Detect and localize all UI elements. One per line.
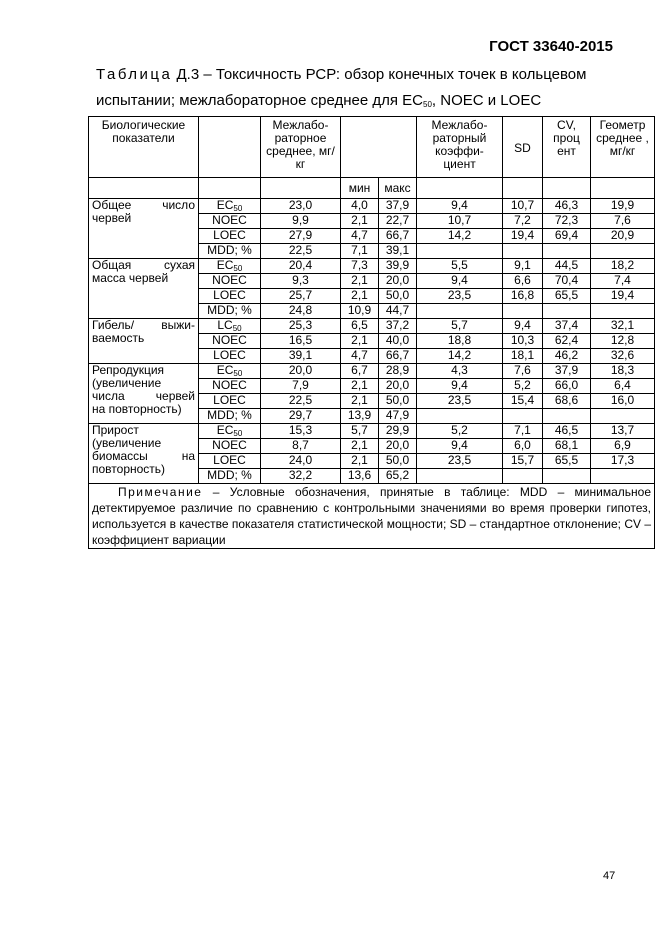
value-sd: 10,7	[503, 199, 543, 214]
value-geo: 6,4	[591, 379, 655, 394]
header-indicator	[199, 117, 261, 178]
value-coef: 23,5	[417, 394, 503, 409]
value-sd: 10,3	[503, 334, 543, 349]
endpoint-name: MDD; %	[207, 468, 252, 482]
value-mean: 20,4	[261, 259, 341, 274]
value-coef: 5,5	[417, 259, 503, 274]
bio-label-line: (увеличение	[92, 436, 162, 450]
value-coef: 4,3	[417, 364, 503, 379]
value-sd	[503, 409, 543, 424]
header-geo: Геометр среднее , мг/кг	[591, 117, 655, 178]
value-geo: 32,6	[591, 349, 655, 364]
value-mean: 22,5	[261, 394, 341, 409]
endpoint-cell	[199, 409, 261, 424]
value-geo: 13,7	[591, 424, 655, 439]
endpoint-name: MDD; %	[207, 243, 252, 257]
value-sd: 18,1	[503, 349, 543, 364]
value-cv: 68,1	[543, 439, 591, 454]
value-sd	[503, 304, 543, 319]
value-max: 50,0	[379, 289, 417, 304]
value-mean: 24,8	[261, 304, 341, 319]
endpoint-name: NOEC	[212, 378, 247, 392]
value-coef: 14,2	[417, 349, 503, 364]
value-coef: 9,4	[417, 439, 503, 454]
value-coef: 10,7	[417, 214, 503, 229]
value-max: 66,7	[379, 349, 417, 364]
endpoint-cell	[199, 244, 261, 259]
value-mean: 25,3	[261, 319, 341, 334]
note-row	[89, 484, 655, 549]
endpoint-name: MDD; %	[207, 303, 252, 317]
value-cv	[543, 244, 591, 259]
note-label: Примечание	[118, 485, 203, 499]
subheader-empty	[591, 178, 655, 199]
endpoint-name: EC	[216, 363, 234, 377]
standard-number: ГОСТ 33640-2015	[489, 38, 613, 55]
value-min: 13,9	[341, 409, 379, 424]
endpoint-name: NOEC	[212, 333, 247, 347]
value-cv: 68,6	[543, 394, 591, 409]
endpoint-cell	[199, 349, 261, 364]
value-geo: 19,4	[591, 289, 655, 304]
bio-indicator-label	[89, 319, 199, 364]
endpoint-name: NOEC	[212, 273, 247, 287]
value-mean: 9,3	[261, 274, 341, 289]
bio-label-line: Общее число	[92, 198, 195, 212]
value-max: 40,0	[379, 334, 417, 349]
bio-label-line: Репродукция	[92, 363, 165, 377]
value-cv: 46,5	[543, 424, 591, 439]
endpoint-cell	[199, 289, 261, 304]
value-mean: 39,1	[261, 349, 341, 364]
caption-text-line2: испытании; межлабораторное среднее для EC	[96, 92, 424, 109]
value-cv	[543, 409, 591, 424]
value-geo: 20,9	[591, 229, 655, 244]
value-coef: 14,2	[417, 229, 503, 244]
value-coef: 18,8	[417, 334, 503, 349]
value-mean: 29,7	[261, 409, 341, 424]
value-geo	[591, 469, 655, 484]
value-mean: 16,5	[261, 334, 341, 349]
endpoint-cell	[199, 364, 261, 379]
toxicity-table	[88, 116, 655, 549]
value-cv: 46,3	[543, 199, 591, 214]
value-coef: 5,7	[417, 319, 503, 334]
value-geo: 7,4	[591, 274, 655, 289]
value-min: 2,1	[341, 379, 379, 394]
header-range	[341, 117, 417, 178]
value-mean: 15,3	[261, 424, 341, 439]
value-min: 4,7	[341, 349, 379, 364]
header-mean: Межлабо-раторное среднее, мг/кг	[261, 117, 341, 178]
endpoint-name: EC	[216, 423, 234, 437]
header-coef: Межлабо-раторный коэффи-циент	[417, 117, 503, 178]
value-cv: 65,5	[543, 289, 591, 304]
bio-label-line: повторность)	[92, 462, 166, 476]
endpoint-cell	[199, 214, 261, 229]
endpoint-name: LC	[217, 318, 233, 332]
endpoint-subscript: 50	[232, 324, 242, 333]
note-text: – Условные обозначения, принятые в таблице: MDD – минимальное детектируемое различие по сравнению с контрольными значениями во время проверки гипотез, используется в качестве показателя статистической мощности; SD – стандартное отклонение; CV – коэффициент вариации	[92, 485, 651, 547]
value-max: 50,0	[379, 394, 417, 409]
value-mean: 32,2	[261, 469, 341, 484]
value-mean: 24,0	[261, 454, 341, 469]
value-coef: 23,5	[417, 289, 503, 304]
endpoint-name: LOEC	[213, 288, 246, 302]
value-max: 66,7	[379, 229, 417, 244]
value-cv: 46,2	[543, 349, 591, 364]
bio-indicator-label	[89, 364, 199, 424]
value-min: 10,9	[341, 304, 379, 319]
value-geo: 17,3	[591, 454, 655, 469]
caption-prefix: Таблица	[96, 66, 173, 83]
value-max: 22,7	[379, 214, 417, 229]
bio-label-line: (увеличение	[92, 376, 162, 390]
bio-label-line: на повторность)	[92, 402, 182, 416]
value-min: 6,5	[341, 319, 379, 334]
subheader-empty	[417, 178, 503, 199]
value-cv: 70,4	[543, 274, 591, 289]
table-row	[89, 364, 655, 379]
value-mean: 8,7	[261, 439, 341, 454]
endpoint-cell	[199, 379, 261, 394]
value-coef	[417, 469, 503, 484]
value-cv	[543, 469, 591, 484]
endpoint-name: EC	[216, 258, 234, 272]
value-max: 47,9	[379, 409, 417, 424]
value-mean: 20,0	[261, 364, 341, 379]
endpoint-cell	[199, 439, 261, 454]
value-sd: 15,7	[503, 454, 543, 469]
endpoint-cell	[199, 304, 261, 319]
value-coef: 23,5	[417, 454, 503, 469]
value-max: 28,9	[379, 364, 417, 379]
endpoint-name: LOEC	[213, 393, 246, 407]
value-mean: 27,9	[261, 229, 341, 244]
value-max: 39,1	[379, 244, 417, 259]
value-max: 20,0	[379, 379, 417, 394]
value-max: 20,0	[379, 439, 417, 454]
value-cv: 69,4	[543, 229, 591, 244]
table-row	[89, 259, 655, 274]
header-min: мин	[341, 178, 379, 199]
value-cv: 65,5	[543, 454, 591, 469]
value-cv: 62,4	[543, 334, 591, 349]
value-min: 2,1	[341, 439, 379, 454]
bio-label-line: Прирост	[92, 423, 139, 437]
endpoint-cell	[199, 274, 261, 289]
value-coef	[417, 244, 503, 259]
value-min: 2,1	[341, 274, 379, 289]
value-max: 50,0	[379, 454, 417, 469]
value-min: 2,1	[341, 289, 379, 304]
caption-subscript: 50	[423, 100, 432, 109]
table-caption	[96, 62, 636, 114]
value-cv: 37,9	[543, 364, 591, 379]
header-bio: Биологические показатели	[89, 117, 199, 178]
value-cv	[543, 304, 591, 319]
subheader-empty	[503, 178, 543, 199]
endpoint-name: EC	[216, 198, 234, 212]
value-min: 6,7	[341, 364, 379, 379]
subheader-empty	[89, 178, 199, 199]
value-geo	[591, 244, 655, 259]
value-min: 5,7	[341, 424, 379, 439]
bio-label-line: биомассы на	[92, 449, 195, 463]
value-coef: 9,4	[417, 199, 503, 214]
value-min: 4,7	[341, 229, 379, 244]
value-geo: 6,9	[591, 439, 655, 454]
value-geo	[591, 409, 655, 424]
subheader-empty	[199, 178, 261, 199]
value-geo: 19,9	[591, 199, 655, 214]
value-geo	[591, 304, 655, 319]
subheader-empty	[543, 178, 591, 199]
value-sd: 15,4	[503, 394, 543, 409]
value-coef: 5,2	[417, 424, 503, 439]
value-min: 4,0	[341, 199, 379, 214]
value-geo: 32,1	[591, 319, 655, 334]
value-geo: 12,8	[591, 334, 655, 349]
value-sd: 16,8	[503, 289, 543, 304]
value-coef: 9,4	[417, 274, 503, 289]
value-min: 13,6	[341, 469, 379, 484]
value-min: 2,1	[341, 214, 379, 229]
endpoint-subscript: 50	[233, 264, 243, 273]
endpoint-cell	[199, 454, 261, 469]
value-cv: 37,4	[543, 319, 591, 334]
table-row	[89, 199, 655, 214]
endpoint-cell	[199, 469, 261, 484]
value-max: 20,0	[379, 274, 417, 289]
value-min: 7,3	[341, 259, 379, 274]
endpoint-name: LOEC	[213, 348, 246, 362]
header-row	[89, 117, 655, 178]
header-max: макс	[379, 178, 417, 199]
value-geo: 18,2	[591, 259, 655, 274]
endpoint-cell	[199, 424, 261, 439]
value-mean: 22,5	[261, 244, 341, 259]
value-max: 29,9	[379, 424, 417, 439]
endpoint-name: LOEC	[213, 228, 246, 242]
table-note	[89, 484, 655, 549]
value-mean: 9,9	[261, 214, 341, 229]
value-coef: 9,4	[417, 379, 503, 394]
endpoint-cell	[199, 229, 261, 244]
caption-text-line2-end: , NOEC и LOEC	[431, 92, 542, 109]
bio-label-line: ваемость	[92, 331, 145, 345]
page-number: 47	[603, 870, 616, 882]
value-mean: 25,7	[261, 289, 341, 304]
value-min: 7,1	[341, 244, 379, 259]
value-sd	[503, 244, 543, 259]
bio-indicator-label	[89, 424, 199, 484]
header-sd: SD	[503, 117, 543, 178]
bio-label-line: числа червей	[92, 389, 195, 403]
value-geo: 7,6	[591, 214, 655, 229]
value-sd	[503, 469, 543, 484]
value-sd: 6,0	[503, 439, 543, 454]
value-max: 39,9	[379, 259, 417, 274]
bio-indicator-label	[89, 199, 199, 259]
value-max: 37,9	[379, 199, 417, 214]
endpoint-subscript: 50	[233, 204, 243, 213]
value-max: 44,7	[379, 304, 417, 319]
value-sd: 7,2	[503, 214, 543, 229]
value-cv: 72,3	[543, 214, 591, 229]
value-geo: 18,3	[591, 364, 655, 379]
value-mean: 23,0	[261, 199, 341, 214]
endpoint-cell	[199, 319, 261, 334]
value-min: 2,1	[341, 334, 379, 349]
endpoint-subscript: 50	[233, 369, 243, 378]
value-max: 65,2	[379, 469, 417, 484]
value-cv: 44,5	[543, 259, 591, 274]
bio-label-line: Общая сухая	[92, 258, 195, 272]
value-coef	[417, 409, 503, 424]
bio-label-line: червей	[92, 211, 132, 225]
value-sd: 9,4	[503, 319, 543, 334]
bio-indicator-label	[89, 259, 199, 319]
value-sd: 19,4	[503, 229, 543, 244]
header-cv: CV, проц ент	[543, 117, 591, 178]
table-row	[89, 424, 655, 439]
bio-label-line: масса червей	[92, 271, 169, 285]
endpoint-name: NOEC	[212, 438, 247, 452]
table-row	[89, 319, 655, 334]
endpoint-cell	[199, 394, 261, 409]
subheader-row	[89, 178, 655, 199]
subheader-empty	[261, 178, 341, 199]
value-min: 2,1	[341, 394, 379, 409]
value-cv: 66,0	[543, 379, 591, 394]
endpoint-cell	[199, 334, 261, 349]
endpoint-name: MDD; %	[207, 408, 252, 422]
endpoint-name: LOEC	[213, 453, 246, 467]
endpoint-subscript: 50	[233, 429, 243, 438]
value-sd: 7,1	[503, 424, 543, 439]
endpoint-cell	[199, 199, 261, 214]
value-sd: 5,2	[503, 379, 543, 394]
caption-number: Д.3	[176, 66, 200, 83]
value-min: 2,1	[341, 454, 379, 469]
value-geo: 16,0	[591, 394, 655, 409]
caption-text-line1: – Токсичность РСР: обзор конечных точек в кольцевом	[203, 66, 587, 83]
value-sd: 9,1	[503, 259, 543, 274]
endpoint-name: NOEC	[212, 213, 247, 227]
value-sd: 6,6	[503, 274, 543, 289]
value-coef	[417, 304, 503, 319]
value-max: 37,2	[379, 319, 417, 334]
value-mean: 7,9	[261, 379, 341, 394]
value-sd: 7,6	[503, 364, 543, 379]
bio-label-line: Гибель/ выжи-	[92, 318, 195, 332]
endpoint-cell	[199, 259, 261, 274]
